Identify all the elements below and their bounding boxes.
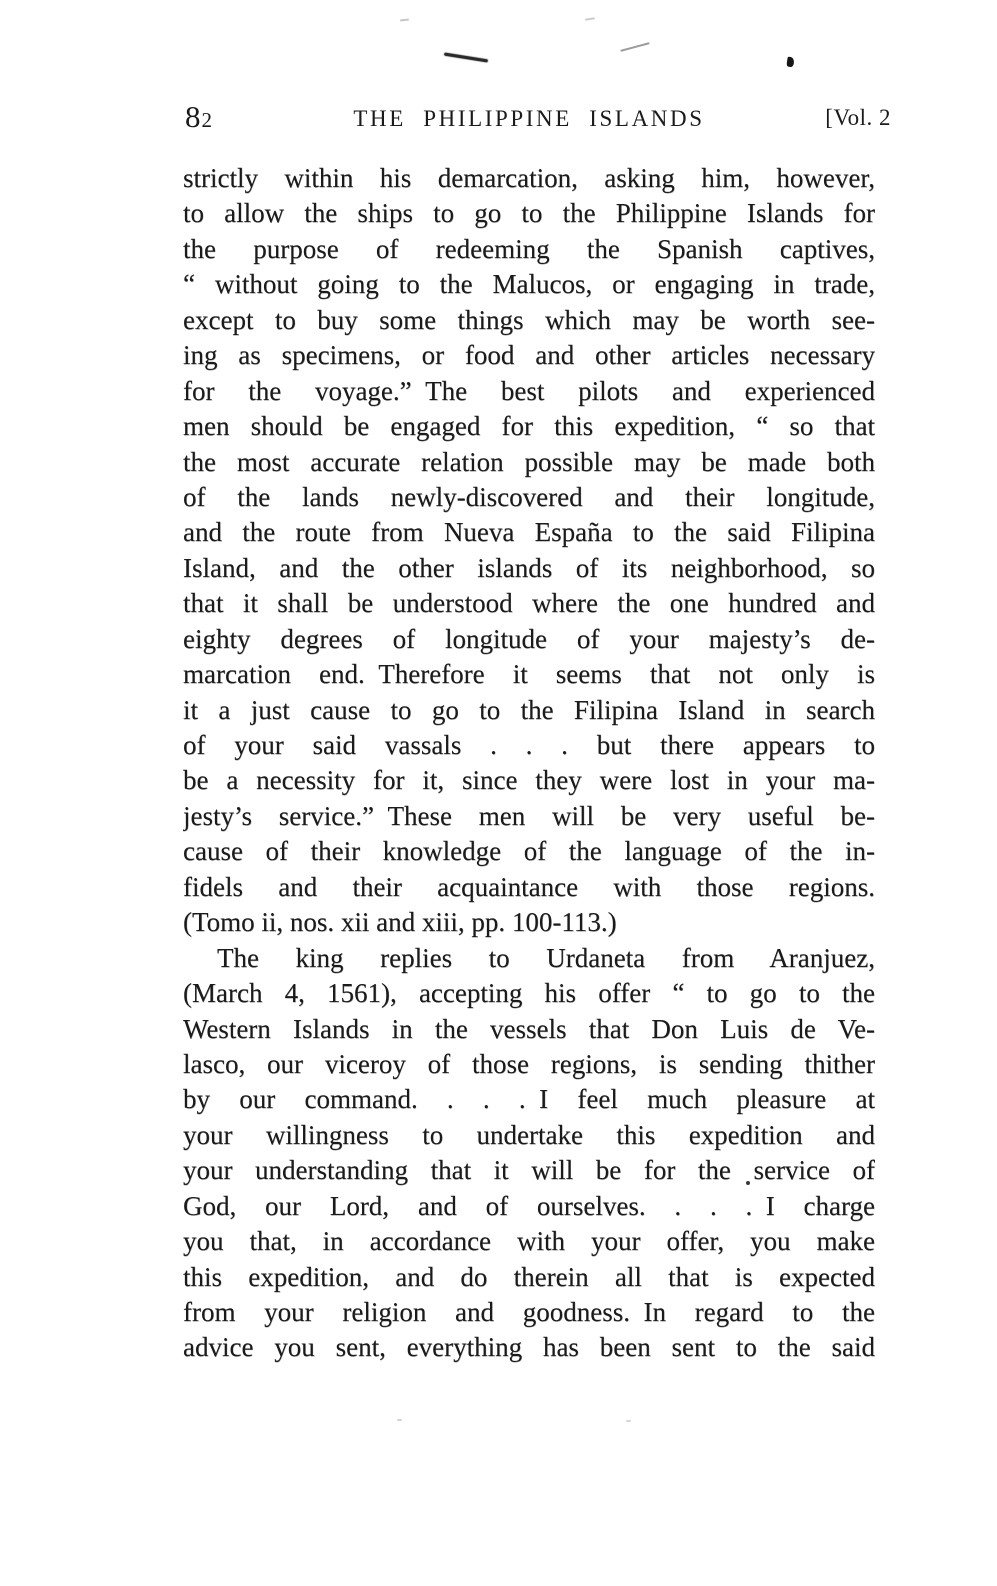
text-line: from your religion and goodness. In regard to the: [183, 1297, 875, 1327]
text-line: men should be engaged for this expedition, “ so that: [183, 411, 875, 442]
text-line: to allow the ships to go to the Philippine Islands for: [183, 198, 875, 229]
text-line: Western Islands in the vessels that Don Luis de Ve-: [183, 1013, 875, 1044]
text-line: eighty degrees of longitude of your majesty’s de-: [183, 623, 875, 654]
text-line: and the route from Nueva España to the said Filipina: [183, 517, 875, 548]
book-title: THE PHILIPPINE ISLANDS: [353, 106, 705, 131]
text-line: the purpose of redeeming the Spanish captives,: [183, 233, 875, 264]
text-line: that it shall be understood where the one hundred and: [183, 588, 875, 619]
text-line: cause of their knowledge of the language of the in-: [183, 836, 875, 867]
scan-speck: [585, 17, 595, 21]
text-line: you that, in accordance with your offer, you make: [183, 1226, 875, 1257]
text-line: God, our Lord, and of ourselves. . . . I charge: [183, 1190, 875, 1221]
running-head: [183, 99, 891, 135]
scan-smudge-dash: [444, 53, 488, 63]
scan-scratch: [620, 42, 649, 52]
body-text: [183, 161, 875, 1366]
page-number: 82: [185, 99, 213, 134]
text-line: fidels and their acquaintance with those regions.: [183, 871, 875, 902]
text-line: “ without going to the Malucos, or engaging in trade,: [183, 269, 875, 300]
text-line: be a necessity for it, since they were lost in your ma-: [183, 765, 875, 796]
text-line: this expedition, and do therein all that is expected: [183, 1261, 875, 1292]
text-line: jesty’s service.” These men will be very useful be-: [183, 800, 875, 831]
text-line: except to buy some things which may be worth see-: [183, 304, 875, 335]
scan-speck: [400, 19, 409, 22]
text-line: (Tomo ii, nos. xii and xiii, pp. 100-113.): [183, 907, 617, 938]
text-line: by our command. . . . I feel much pleasure at: [183, 1084, 875, 1115]
text-line: advice you sent, everything has been sent to the said: [183, 1332, 875, 1363]
text-line: (March 4, 1561), accepting his offer “ to go to the: [183, 978, 875, 1009]
text-line: marcation end. Therefore it seems that not only is: [183, 659, 875, 690]
text-line: ing as specimens, or food and other articles necessary: [183, 340, 875, 371]
text-line: Island, and the other islands of its neighborhood, so: [183, 552, 875, 583]
volume-label: [Vol. 2: [825, 105, 891, 130]
text-line: your willingness to undertake this expedition and: [183, 1119, 875, 1150]
text-line: your understanding that it will be for the service of: [183, 1155, 875, 1186]
scan-speck: [397, 1419, 402, 1421]
scan-ink-blot: [786, 57, 794, 68]
text-line: the most accurate relation possible may be made both: [183, 446, 875, 477]
text-line: of the lands newly-discovered and their longitude,: [183, 481, 875, 512]
text-line: for the voyage.” The best pilots and experienced: [183, 375, 875, 406]
scan-speck: [626, 1420, 631, 1422]
text-line: The king replies to Urdaneta from Aranjuez,: [217, 942, 875, 973]
text-line: strictly within his demarcation, asking him, however,: [183, 163, 875, 193]
text-line: it a just cause to go to the Filipina Island in search: [183, 694, 875, 725]
text-line: of your said vassals . . . but there appears to: [183, 730, 875, 760]
text-line: lasco, our viceroy of those regions, is sending thither: [183, 1048, 875, 1079]
